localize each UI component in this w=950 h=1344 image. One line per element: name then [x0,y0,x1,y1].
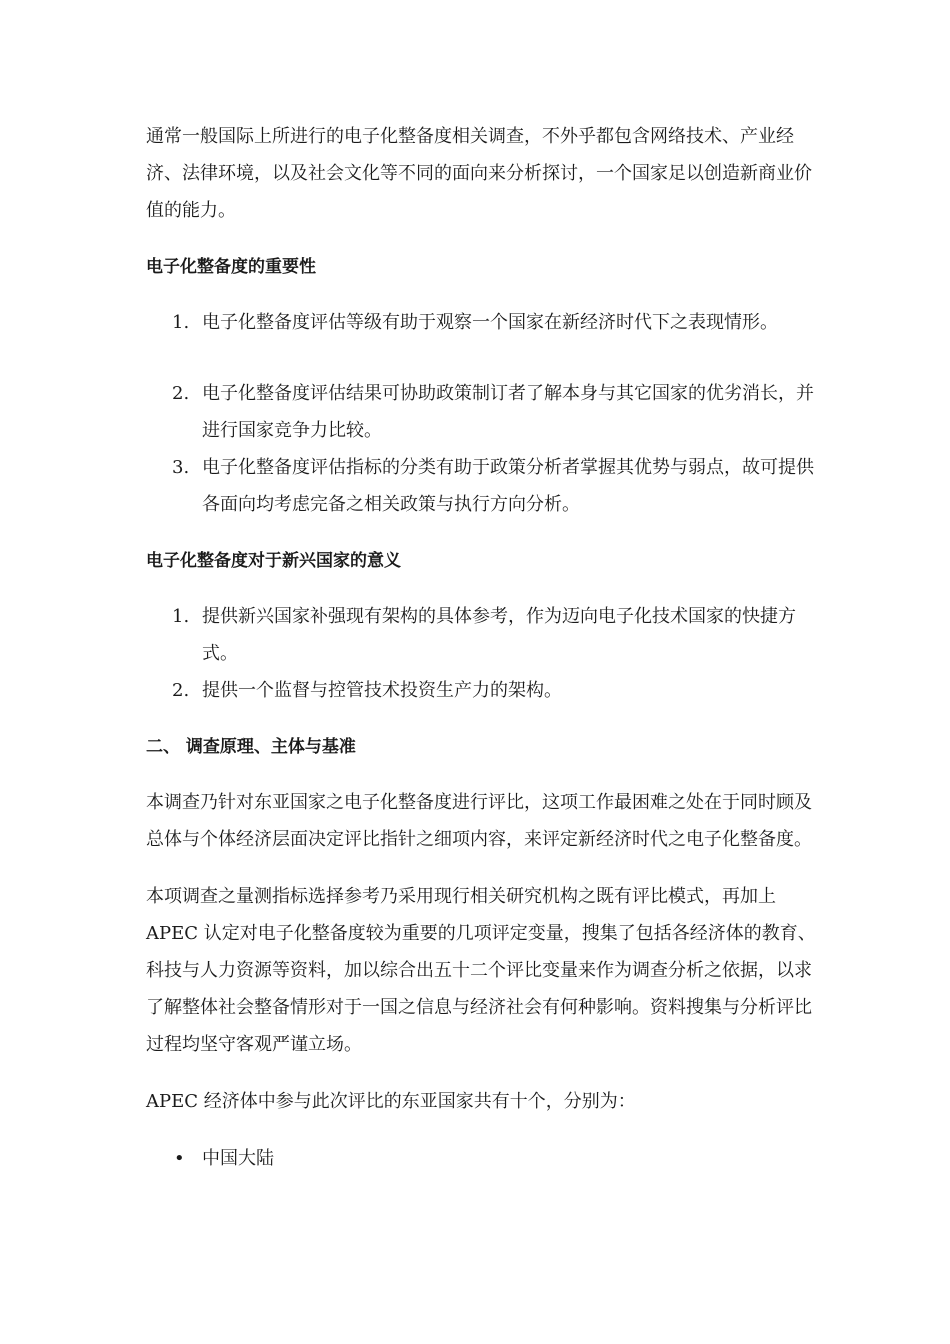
list-item [146,449,816,523]
list-number: 3. [172,457,190,478]
list-item-text: 电子化整备度评估指标的分类有助于政策分析者掌握其优势与弱点，故可提供各面向均考虑完备之相关政策与执行方向分析。 [202,457,814,515]
list-item [146,375,816,449]
list-item-text: 提供一个监督与控管技术投资生产力的架构。 [202,680,562,701]
importance-heading: 电子化整备度的重要性 [146,257,316,277]
list-number: 2. [172,383,190,404]
list-item-text: 电子化整备度评估结果可协助政策制订者了解本身与其它国家的优劣消长，并进行国家竞争力比较。 [202,383,814,441]
list-item-text: 电子化整备度评估等级有助于观察一个国家在新经济时代下之表现情形。 [202,312,778,333]
section-paragraph-3: APEC 经济体中参与此次评比的东亚国家共有十个，分别为： [146,1091,636,1112]
section-heading: 二、 调查原理、主体与基准 [146,737,356,757]
intro-paragraph: 通常一般国际上所进行的电子化整备度相关调查，不外乎都包含网络技术、产业经济、法律环境，以及社会文化等不同的面向来分析探讨，一个国家足以创造新商业价值的能力。 [146,126,812,221]
list-item-text: 提供新兴国家补强现有架构的具体参考，作为迈向电子化技术国家的快捷方式。 [202,606,796,664]
significance-list [146,598,816,709]
list-number: 2. [172,680,190,701]
list-item [146,304,816,341]
list-number: 1. [172,606,190,627]
list-item [146,598,816,672]
document-body [146,118,816,1197]
significance-heading: 电子化整备度对于新兴国家的意义 [146,551,401,571]
country-list [146,1140,816,1177]
section-paragraph-2: 本项调查之量测指标选择参考乃采用现行相关研究机构之既有评比模式，再加上 APEC 认定对电子化整备度较为重要的几项评定变量，搜集了包括各经济体的教育、科技与人力资源等资料，加以综合出五十二个评比变量来作为调查分析之依据，以求了解整体社会整备情形对于一国之信息与经济社会有何种影响。资料搜集与分析评比过程均坚守客观严谨立场。 [146,886,816,1055]
importance-list [146,304,816,523]
section-paragraph-1: 本调查乃针对东亚国家之电子化整备度进行评比，这项工作最困难之处在于同时顾及总体与个体经济层面决定评比指针之细项内容，来评定新经济时代之电子化整备度。 [146,792,812,850]
list-item [146,1140,816,1177]
list-item [146,672,816,709]
country-name: 中国大陆 [202,1148,274,1169]
list-number: 1. [172,312,190,333]
bullet-icon: • [174,1148,185,1169]
